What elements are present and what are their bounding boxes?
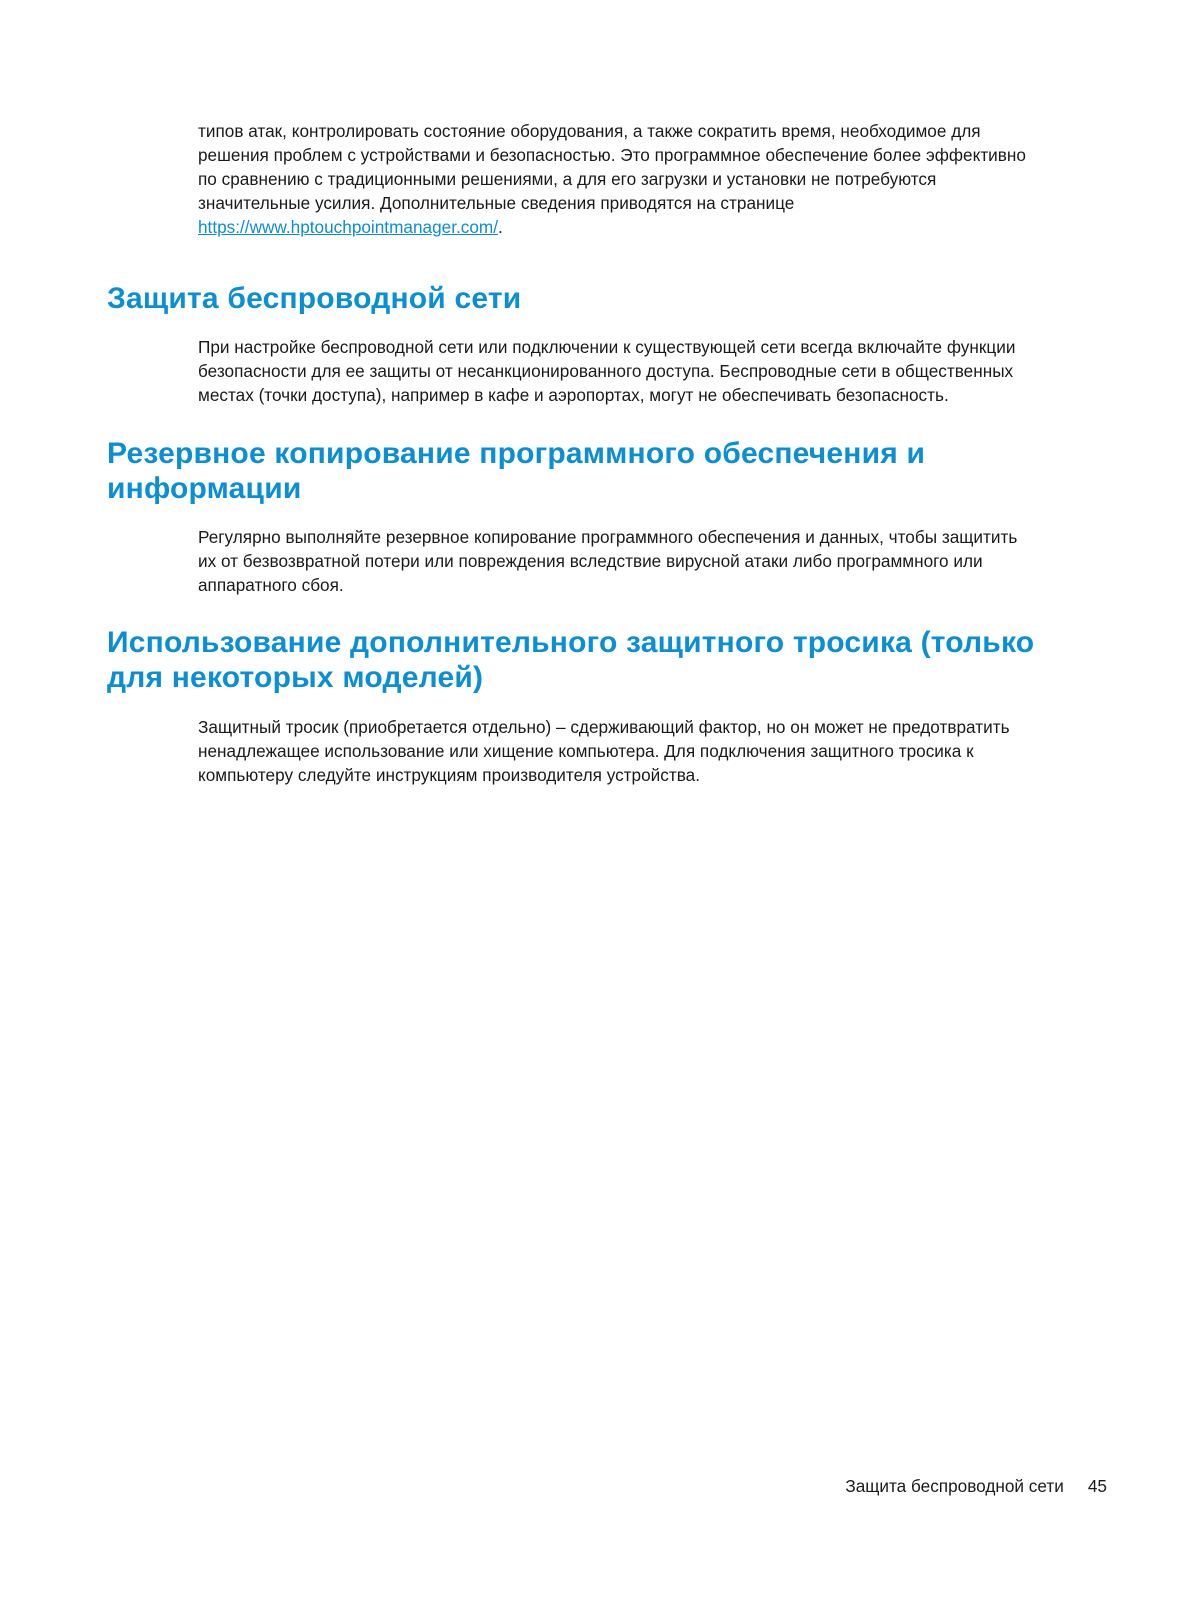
intro-paragraph xyxy=(198,119,1098,239)
heading-line: для некоторых моделей) xyxy=(107,661,484,694)
backup-paragraph xyxy=(198,525,1098,597)
heading-line: Использование дополнительного защитного тросика (только xyxy=(107,626,1035,659)
paragraph-line: Регулярно выполняйте резервное копирование программного обеспечения и данных, чтобы защитить xyxy=(198,527,1018,547)
security-cable-heading xyxy=(107,625,1107,695)
paragraph-line: безопасности для ее защиты от несанкционированного доступа. Беспроводные сети в общественных xyxy=(198,361,1014,381)
security-cable-paragraph xyxy=(198,715,1098,787)
intro-line: типов атак, контролировать состояние оборудования, а также сократить время, необходимое для xyxy=(198,121,981,141)
intro-line: решения проблем с устройствами и безопасностью. Это программное обеспечение более эффективно xyxy=(198,145,1026,165)
intro-line: по сравнению с традиционными решениями, а для его загрузки и установки не потребуются xyxy=(198,169,937,189)
wireless-paragraph xyxy=(198,335,1098,407)
paragraph-line: компьютеру следуйте инструкциям производителя устройства. xyxy=(198,765,701,785)
page-number: 45 xyxy=(1087,1476,1107,1496)
paragraph-line: аппаратного сбоя. xyxy=(198,575,344,595)
paragraph-line: ненадлежащее использование или хищение компьютера. Для подключения защитного тросика к xyxy=(198,741,974,761)
intro-link-line xyxy=(198,215,1098,239)
paragraph-line: их от безвозвратной потери или повреждения вследствие вирусной атаки либо программного или xyxy=(198,551,983,571)
heading-line: Резервное копирование программного обеспечения и xyxy=(107,437,926,470)
intro-line: значительные усилия. Дополнительные сведения приводятся на странице xyxy=(198,193,795,213)
heading-line: информации xyxy=(107,472,302,505)
backup-heading xyxy=(107,436,1107,506)
wireless-heading xyxy=(107,281,1107,316)
paragraph-line: местах (точки доступа), например в кафе и аэропортах, могут не обеспечивать безопасность. xyxy=(198,385,949,405)
intro-link-suffix: . xyxy=(498,217,503,237)
page-footer xyxy=(845,1474,1107,1498)
heading-line: Защита беспроводной сети xyxy=(107,282,522,315)
footer-section-title: Защита беспроводной сети xyxy=(845,1476,1064,1496)
paragraph-line: Защитный тросик (приобретается отдельно) – сдерживающий фактор, но он может не предотвратить xyxy=(198,717,1010,737)
hp-touchpoint-manager-link[interactable]: https://www.hptouchpointmanager.com/ xyxy=(198,217,498,237)
paragraph-line: При настройке беспроводной сети или подключении к существующей сети всегда включайте функции xyxy=(198,337,1016,357)
